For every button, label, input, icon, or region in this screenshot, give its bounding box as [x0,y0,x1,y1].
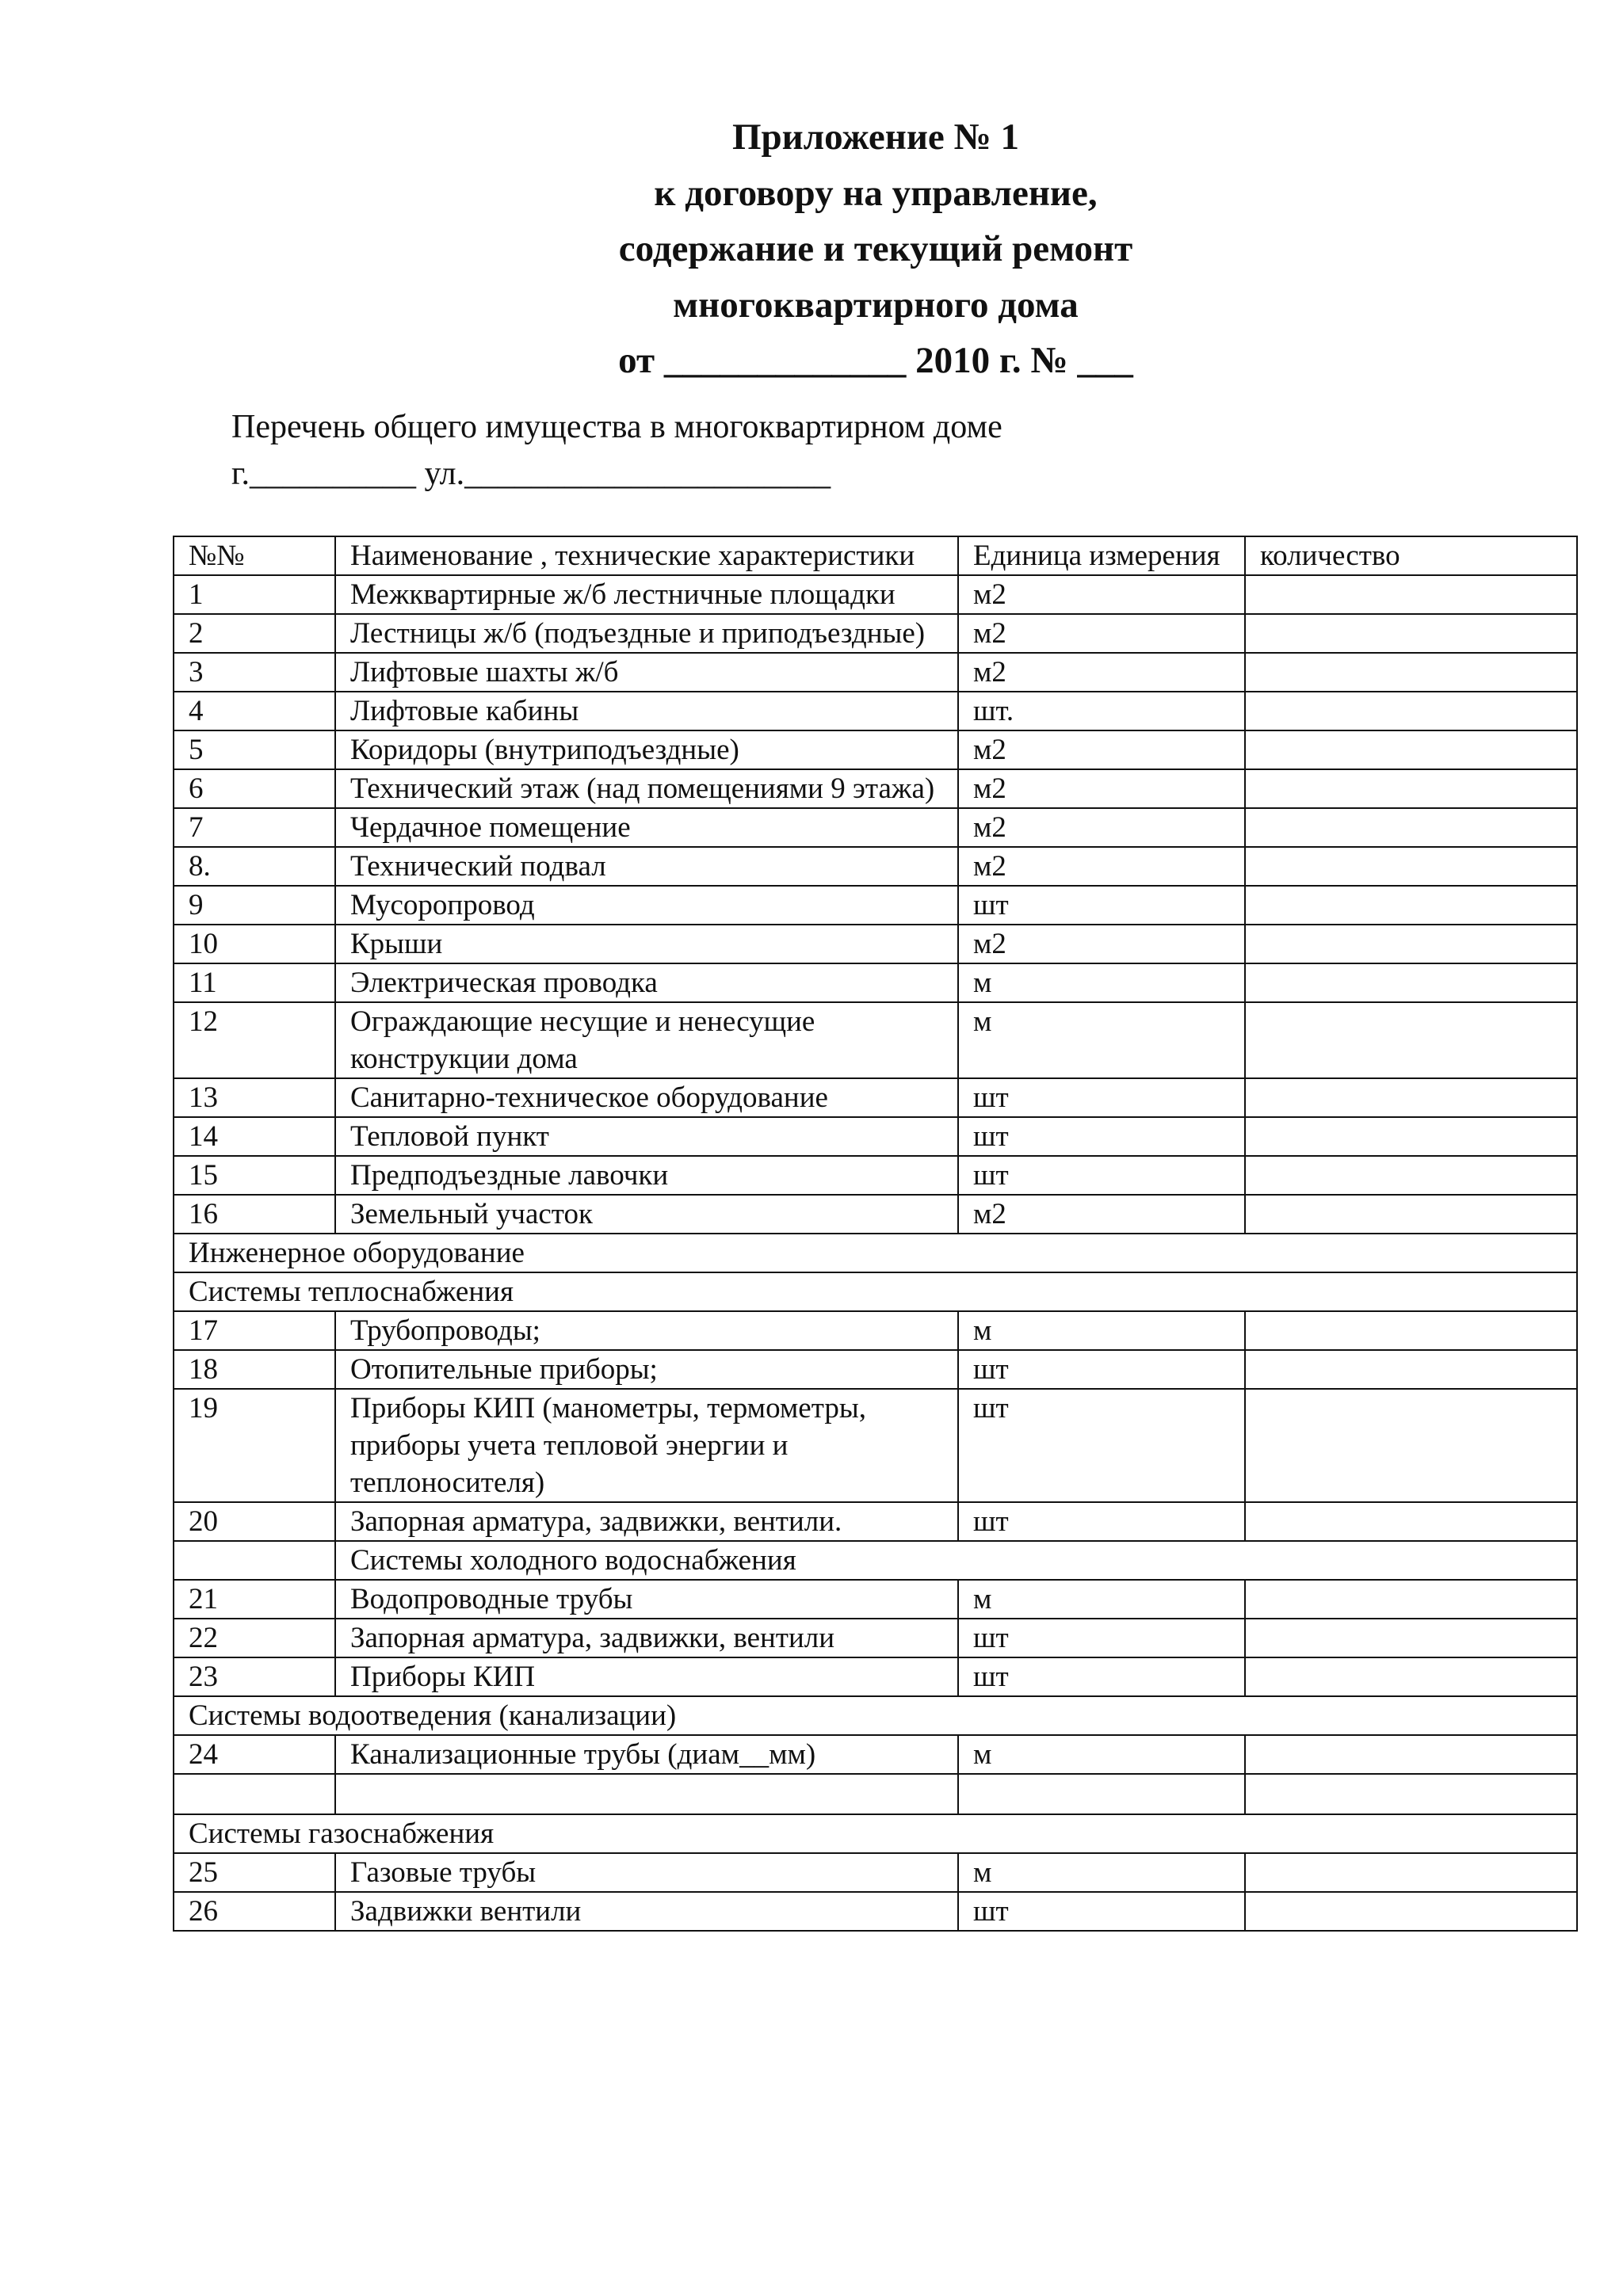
table-cell-name: Санитарно-техническое оборудование [335,1078,958,1117]
table-cell-quantity [1245,1657,1577,1696]
table-cell-unit: шт [958,1117,1245,1156]
table-cell-unit: шт [958,1657,1245,1696]
table-row [174,1117,1577,1156]
table-cell-number: 1 [174,575,335,614]
table-cell-unit [958,1774,1245,1814]
table-row [174,1156,1577,1195]
table-cell-number: 26 [174,1892,335,1931]
table-cell-number: 3 [174,653,335,692]
table-cell-unit: м2 [958,808,1245,847]
table-cell-unit: м2 [958,730,1245,769]
table-cell-number [174,1774,335,1814]
table-cell-quantity [1245,575,1577,614]
table-cell-unit: шт [958,1619,1245,1657]
table-row [174,1502,1577,1541]
table-cell-quantity [1245,886,1577,925]
table-cell-name: Крыши [335,925,958,963]
table-cell-quantity [1245,1502,1577,1541]
header-unit: Единица измерения [958,536,1245,575]
table-cell-quantity [1245,1156,1577,1195]
rows-heating [174,1311,1577,1541]
section-row [174,1814,1577,1853]
table-cell-unit: м [958,1853,1245,1892]
heading-date-number-line: от _____________ 2010 г. № ___ [618,340,1133,381]
section-row [174,1234,1577,1272]
table-row [174,769,1577,808]
table-cell-name: Трубопроводы; [335,1311,958,1350]
table-cell-quantity [1245,769,1577,808]
table-cell-quantity [1245,653,1577,692]
table-cell-unit: м2 [958,653,1245,692]
rows-cold-water [174,1580,1577,1696]
table-row [174,653,1577,692]
table-cell-number: 6 [174,769,335,808]
intro-title: Перечень общего имущества в многоквартирном доме [231,409,1002,445]
table-cell-number: 9 [174,886,335,925]
section-sewer: Системы водоотведения (канализации) [174,1696,1577,1735]
table-cell-number: 7 [174,808,335,847]
table-cell-unit: м [958,1580,1245,1619]
table-cell-name: Приборы КИП (манометры, термометры, приборы учета тепловой энергии и теплоносителя) [335,1389,958,1502]
table-cell-name: Лестницы ж/б (подъездные и приподъездные) [335,614,958,653]
section-row [174,1541,1577,1580]
table-cell-number: 24 [174,1735,335,1774]
table-cell-unit: м [958,963,1245,1002]
table-cell-name: Канализационные трубы (диам__мм) [335,1735,958,1774]
table-row [174,730,1577,769]
table-cell-quantity [1245,1195,1577,1234]
table-row [174,963,1577,1002]
table-cell-quantity [1245,614,1577,653]
table-row [174,1389,1577,1502]
table-cell-unit: м2 [958,1195,1245,1234]
table-row [174,886,1577,925]
table-row [174,692,1577,730]
table-cell-number: 25 [174,1853,335,1892]
table-row [174,808,1577,847]
table-cell-name: Лифтовые шахты ж/б [335,653,958,692]
table-cell-name: Водопроводные трубы [335,1580,958,1619]
table-cell-quantity [1245,1002,1577,1078]
table-row [174,1580,1577,1619]
table-cell-unit: шт. [958,692,1245,730]
table-cell-quantity [1245,1580,1577,1619]
rows-gas [174,1853,1577,1931]
table-row [174,1311,1577,1350]
table-cell-unit: шт [958,1078,1245,1117]
table-cell-name: Технический подвал [335,847,958,886]
table-cell-quantity [1245,847,1577,886]
table-cell-unit: м2 [958,769,1245,808]
document-heading [0,109,1623,389]
table-cell-name [335,1774,958,1814]
table-cell-unit: м2 [958,925,1245,963]
table-cell-quantity [1245,963,1577,1002]
property-inventory-table [173,536,1578,1932]
table-cell-unit: шт [958,886,1245,925]
rows-common-property [174,575,1577,1234]
table-cell-number: 15 [174,1156,335,1195]
table-cell-number: 8. [174,847,335,886]
table-cell-name: Лифтовые кабины [335,692,958,730]
table-cell-name: Чердачное помещение [335,808,958,847]
table-cell-name: Отопительные приборы; [335,1350,958,1389]
rows-sewer [174,1735,1577,1774]
table-cell-quantity [1245,1853,1577,1892]
header-name: Наименование , технические характеристики [335,536,958,575]
header-number: №№ [174,536,335,575]
table-cell-number: 16 [174,1195,335,1234]
table-cell-unit: м2 [958,575,1245,614]
heading-subject-line: содержание и текущий ремонт [618,228,1133,269]
table-cell-number: 17 [174,1311,335,1350]
table-cell-number: 21 [174,1580,335,1619]
heading-appendix-number: Приложение № 1 [731,116,1020,158]
heading-building-line: многоквартирного дома [673,284,1079,326]
table-cell-name: Коридоры (внутриподъездные) [335,730,958,769]
intro-address-line: г.__________ ул.______________________ [231,455,831,492]
table-cell-quantity [1245,925,1577,963]
table-cell-name: Предподъездные лавочки [335,1156,958,1195]
table-cell-quantity [1245,1078,1577,1117]
section-row [174,1696,1577,1735]
table-cell-name: Межквартирные ж/б лестничные площадки [335,575,958,614]
header-quantity: количество [1245,536,1577,575]
table-cell-number: 13 [174,1078,335,1117]
table-cell-unit: м [958,1002,1245,1078]
table-row [174,1350,1577,1389]
table-cell-quantity [1245,1389,1577,1502]
table-header-row [174,536,1577,575]
table-cell-quantity [1245,1735,1577,1774]
table-cell-number: 20 [174,1502,335,1541]
table-cell-unit: шт [958,1892,1245,1931]
table-row [174,1078,1577,1117]
table-cell-number: 14 [174,1117,335,1156]
table-cell-quantity [1245,1117,1577,1156]
table-cell-quantity [1245,730,1577,769]
table-cell-number: 23 [174,1657,335,1696]
table-row [174,1853,1577,1892]
table-cell-name: Запорная арматура, задвижки, вентили. [335,1502,958,1541]
table-cell-quantity [1245,1311,1577,1350]
table-row [174,847,1577,886]
table-row [174,1195,1577,1234]
inventory-intro [231,404,1002,498]
section-cold-water: Системы холодного водоснабжения [335,1541,1577,1580]
heading-contract-line: к договору на управление, [654,172,1098,214]
table-cell-unit: м2 [958,614,1245,653]
table-row [174,1657,1577,1696]
table-row [174,925,1577,963]
table-cell-number [174,1541,335,1580]
table-row [174,1892,1577,1931]
table-cell-name: Земельный участок [335,1195,958,1234]
table-cell-number: 10 [174,925,335,963]
section-gas: Системы газоснабжения [174,1814,1577,1853]
table-cell-quantity [1245,1774,1577,1814]
table-cell-name: Тепловой пункт [335,1117,958,1156]
table-cell-quantity [1245,1619,1577,1657]
table-cell-name: Электрическая проводка [335,963,958,1002]
table-cell-number: 22 [174,1619,335,1657]
table-cell-name: Запорная арматура, задвижки, вентили [335,1619,958,1657]
table-row [174,1002,1577,1078]
table-cell-unit: шт [958,1350,1245,1389]
table-cell-unit: м2 [958,847,1245,886]
table-row [174,575,1577,614]
section-row [174,1272,1577,1311]
table-cell-unit: м [958,1735,1245,1774]
table-cell-number: 2 [174,614,335,653]
table-cell-unit: м [958,1311,1245,1350]
table-cell-number: 12 [174,1002,335,1078]
table-cell-quantity [1245,1350,1577,1389]
table-cell-quantity [1245,692,1577,730]
table-cell-name: Задвижки вентили [335,1892,958,1931]
table-cell-name: Технический этаж (над помещениями 9 этажа) [335,769,958,808]
table-cell-number: 11 [174,963,335,1002]
table-cell-name: Ограждающие несущие и ненесущие конструкции дома [335,1002,958,1078]
table-cell-name: Газовые трубы [335,1853,958,1892]
table-cell-quantity [1245,1892,1577,1931]
table-row-empty [174,1774,1577,1814]
table-cell-number: 5 [174,730,335,769]
table-cell-unit: шт [958,1389,1245,1502]
table-row [174,614,1577,653]
table-cell-name: Приборы КИП [335,1657,958,1696]
table-cell-number: 4 [174,692,335,730]
section-heating: Системы теплоснабжения [174,1272,1577,1311]
table-row [174,1735,1577,1774]
table-row [174,1619,1577,1657]
table-cell-number: 19 [174,1389,335,1502]
table-cell-unit: шт [958,1502,1245,1541]
table-cell-name: Мусоропровод [335,886,958,925]
table-cell-unit: шт [958,1156,1245,1195]
table-cell-number: 18 [174,1350,335,1389]
section-engineering: Инженерное оборудование [174,1234,1577,1272]
table-cell-quantity [1245,808,1577,847]
